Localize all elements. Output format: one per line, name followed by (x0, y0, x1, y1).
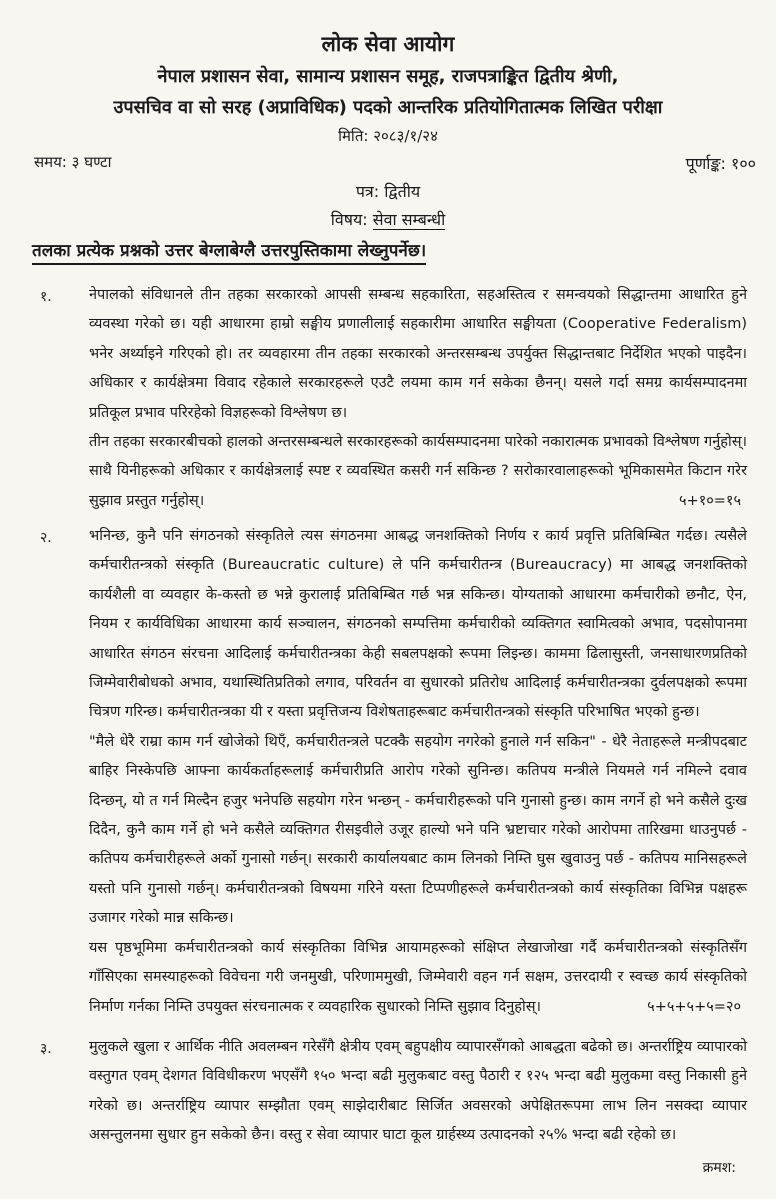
exam-line: उपसचिव वा सो सरह (अप्राविधिक) पदको आन्तरिक प्रतियोगितात्मक लिखित परीक्षा (113, 97, 663, 118)
continued-note: क्रमश: (702, 1160, 736, 1176)
subject-label (0, 208, 776, 230)
question-2 (89, 522, 747, 1022)
exam-date: मिति: २०८३/१/२४ (338, 127, 438, 145)
question-3 (89, 1033, 747, 1151)
question-number: १. (40, 289, 52, 305)
paper-label: पत्र: द्वितीय (355, 182, 421, 201)
org-title: लोक सेवा आयोग (321, 32, 455, 56)
service-line: नेपाल प्रशासन सेवा, सामान्य प्रशासन समूह, राजपत्राङ्कित द्वितीय श्रेणी, (157, 66, 619, 87)
instruction: तलका प्रत्येक प्रश्नको उत्तर बेग्लाबेग्लै उत्तरपुस्तिकामा लेख्नुपर्नेछ। (32, 238, 426, 265)
full-marks: पूर्णाङ्क: १०० (685, 154, 756, 173)
subject-name: सेवा सम्बन्धी (372, 210, 446, 229)
question-number: ३. (40, 1041, 52, 1057)
subject-prefix: विषय: (330, 210, 373, 229)
question-paragraph: नेपालको संविधानले तीन तहका सरकारको आपसी सम्बन्ध सहकारिता, सहअस्तित्व र समन्वयको सिद्धान्तमा आधारित हुने व्यवस्था गरेको छ। यही आधारमा हाम्रो सङ्घीय प्रणालीलाई सहकारीमा आधारित सङ्घीयता (Cooperative Federalism) भनेर अर्थ्याइने गरिएको हो। तर व्यवहारमा तीन तहका सरकारको अन्तरसम्बन्ध उपर्युक्त सिद्धान्तबाट निर्देशित भएको पाइदैन। अधिकार र कार्यक्षेत्रमा विवाद रहेकाले सरकारहरूले एउटै लयमा काम गर्न सकेका छैनन्। यसले गर्दा समग्र कार्यसम्पादनमा प्रतिकूल प्रभाव परिरहेको विज्ञहरूको विश्लेषण छ। (89, 287, 747, 421)
question-paragraph: "मैले धेरै राम्रा काम गर्न खोजेको थिएँ, कर्मचारीतन्त्रले पटक्कै सहयोग नगरेको हुनाले गर्न सकिन" - धेरै नेताहरूले मन्त्रीपदबाट बाहिर निस्केपछि आफ्ना कार्यकर्ताहरूलाई कर्मचारीप्रति आरोप गरेको सुनिन्छ। कतिपय मन्त्रीले नियमले गर्न नमिल्ने दवाव दिन्छन्, यो त गर्न मिल्दैन हजुर भनेपछि सहयोग गरेन भन्छन् - कर्मचारीहरूको पनि गुनासो हुन्छ। काम नगर्ने हो भने कसैले दुःख दिदैन, कुनै काम गर्ने हो भने कसैले व्यक्तिगत रीसइवीले उजूर हाल्यो भने पनि भ्रष्टाचार गरेको आरोपमा तारिखमा धाउनुपर्छ - कतिपय कर्मचारीहरूले अर्को गुनासो गर्छन्। सरकारी कार्यालयबाट काम लिनको निम्ति घुस खुवाउनु पर्छ - कतिपय मानिसहरूले यस्तो पनि गुनासो गर्छन्। कर्मचारीतन्त्रको विषयमा गरिने यस्ता टिप्पणीहरूले कर्मचारीतन्त्रको कार्य संस्कृतिका विभिन्न पक्षहरू उजागर गरेको मान्न सकिन्छ। (89, 733, 747, 927)
question-marks: ५+१०=१५ (679, 493, 741, 510)
question-marks: ५+५+५+५=२० (647, 998, 741, 1015)
question-paragraph: यस पृष्ठभूमिमा कर्मचारीतन्त्रको कार्य संस्कृतिका विभिन्न आयामहरूको संक्षिप्त लेखाजोखा गर्दै कर्मचारीतन्त्रको संस्कृतिसँग गाँसिएका समस्याहरूको विवेचना गरी जनमुखी, परिणाममुखी, जिम्मेवारी वहन गर्न सक्षम, उत्तरदायी र स्वच्छ कार्य संस्कृतिको निर्माण गर्नका निम्ति उपयुक्त संरचनात्मक र व्यवहारिक सुधारको निम्ति सुझाव दिनुहोस्। (89, 939, 747, 1015)
question-paragraph: भनिन्छ, कुनै पनि संगठनको संस्कृतिले त्यस संगठनमा आबद्ध जनशक्तिको निर्णय र कार्य प्रवृत्ति प्रतिबिम्बित गर्दछ। त्यसैले कर्मचारीतन्त्रको संस्कृति (Bureaucratic culture) ले पनि कर्मचारीतन्त्र (Bureaucracy) मा आबद्ध जनशक्तिको कार्यशैली वा व्यवहार के-कस्तो छ भन्ने कुरालाई प्रतिबिम्बित गर्छ भन्न सकिन्छ। योग्यताको आधारमा कर्मचारीको छनौट, ऐन, नियम र कार्यविधिका आधारमा कार्य सञ्चालन, संगठनको सम्पत्तिमा कर्मचारीको व्यक्तिगत स्वामित्वको अभाव, पदसोपानमा आधारित संगठन संरचना आदिलाई कर्मचारीतन्त्रका केही सबलपक्षको रूपमा लिइन्छ। काममा ढिलासुस्ती, जनसाधारणप्रतिको जिम्मेवारीबोधको अभाव, यथास्थितिप्रतिको लगाव, परिवर्तन वा सुधारको प्रतिरोध आदिलाई कर्मचारीतन्त्रका दुर्वलपक्षको रूपमा चित्रण गरिन्छ। कर्मचारीतन्त्रका यी र यस्ता प्रवृत्तिजन्य विशेषताहरूबाट कर्मचारीतन्त्रको संस्कृति परिभाषित भएको हुन्छ। (89, 528, 747, 721)
question-1 (89, 281, 747, 517)
question-paragraph: तीन तहका सरकारबीचको हालको अन्तरसम्बन्धले सरकारहरूको कार्यसम्पादनमा पारेको नकारात्मक प्रभावको विश्लेषण गर्नुहोस्। साथै यिनीहरूको अधिकार र कार्यक्षेत्रलाई स्पष्ट र व्यवस्थित कसरी गर्न सकिन्छ ? सरोकारवालाहरूको भूमिकासमेत किटान गरेर सुझाव प्रस्तुत गर्नुहोस्। (89, 434, 748, 509)
time-allowed: समय: ३ घण्टा (34, 153, 112, 171)
question-number: २. (40, 530, 52, 546)
question-paragraph: मुलुकले खुला र आर्थिक नीति अवलम्बन गरेसँगै क्षेत्रीय एवम् बहुपक्षीय व्यापारसँगको आबद्धता बढेको छ। अन्तर्राष्ट्रिय व्यापारको वस्तुगत एवम् देशगत विविधीकरण भएसँगै १५० भन्दा बढी मुलुकबाट वस्तु पैठारी र १२५ भन्दा बढी मुलुकमा वस्तु निकासी हुने गरेको छ। अन्तर्राष्ट्रिय व्यापार सम्झौता एवम् साझेदारीबाट सिर्जित अवसरको अपेक्षितरूपमा लाभ लिन नसक्दा व्यापार असन्तुलनमा सुधार हुन सकेको छैन। वस्तु र सेवा व्यापार घाटा कूल ग्रार्हस्थ्य उत्पादनको २५% भन्दा बढी रहेको छ। (89, 1039, 747, 1144)
